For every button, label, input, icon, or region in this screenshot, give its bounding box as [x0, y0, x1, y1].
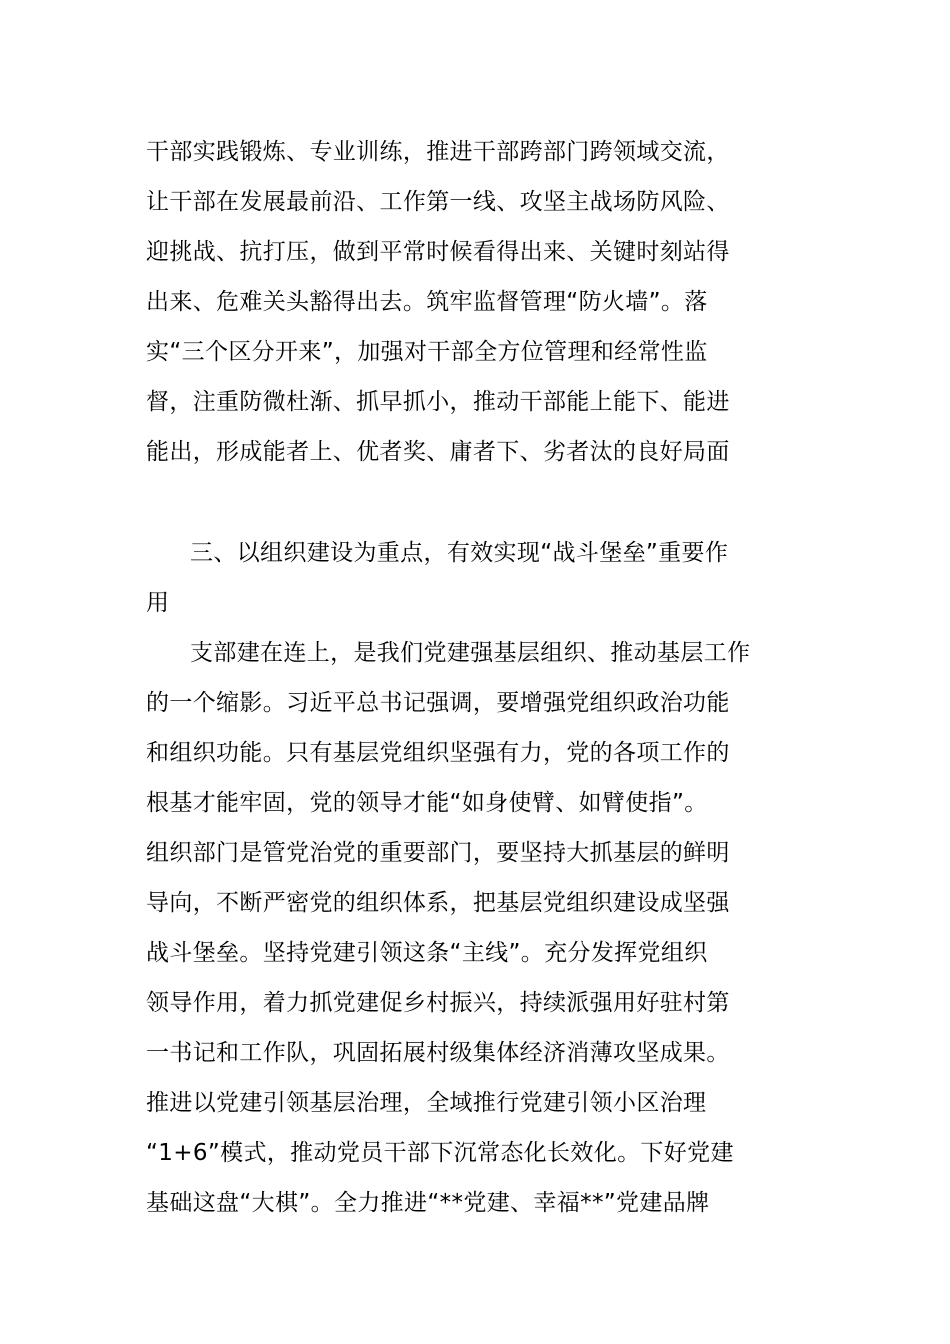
- section-heading-continuation: 用: [146, 590, 170, 616]
- body-text-line: 实“三个区分开来”，加强对干部全方位管理和经常性监: [146, 339, 708, 365]
- body-text-line: 根基才能牢固，党的领导才能“如身使臂、如臂使指”。: [146, 790, 708, 816]
- section-heading: 三、以组织建设为重点，有效实现“战斗堡垒”重要作: [190, 540, 729, 566]
- body-text-line: 的一个缩影。习近平总书记强调，要增强党组织政治功能: [146, 690, 730, 716]
- body-text-line: 支部建在连上，是我们党建强基层组织、推动基层工作: [190, 640, 751, 666]
- body-text-line: 督，注重防微杜渐、抓早抓小，推动干部能上能下、能进: [146, 389, 730, 415]
- body-text-line: 干部实践锻炼、专业训练，推进干部跨部门跨领域交流，: [146, 139, 730, 165]
- body-text-line: 和组织功能。只有基层党组织坚强有力，党的各项工作的: [146, 740, 730, 766]
- body-text-line: 基础这盘“大棋”。全力推进“**党建、幸福**”党建品牌: [146, 1190, 710, 1216]
- body-text-line: 一书记和工作队，巩固拓展村级集体经济消薄攻坚成果。: [146, 1040, 730, 1066]
- body-text-line: 导向，不断严密党的组织体系，把基层党组织建设成坚强: [146, 890, 730, 916]
- body-text-line: 推进以党建引领基层治理，全域推行党建引领小区治理: [146, 1090, 707, 1116]
- body-text-line: “1+6”模式，推动党员干部下沉常态化长效化。下好党建: [146, 1140, 734, 1166]
- body-text-line: 迎挑战、抗打压，做到平常时候看得出来、关键时刻站得: [146, 239, 730, 265]
- body-text-line: 让干部在发展最前沿、工作第一线、攻坚主战场防风险、: [146, 189, 730, 215]
- body-text-line: 战斗堡垒。坚持党建引领这条“主线”。充分发挥党组织: [146, 940, 708, 966]
- body-text-line: 出来、危难关头豁得出去。筑牢监督管理“防火墙”。落: [146, 289, 708, 315]
- body-text-line: 能出，形成能者上、优者奖、庸者下、劣者汰的良好局面: [146, 439, 730, 465]
- body-text-line: 组织部门是管党治党的重要部门，要坚持大抓基层的鲜明: [146, 840, 730, 866]
- body-text-line: 领导作用，着力抓党建促乡村振兴，持续派强用好驻村第: [146, 990, 730, 1016]
